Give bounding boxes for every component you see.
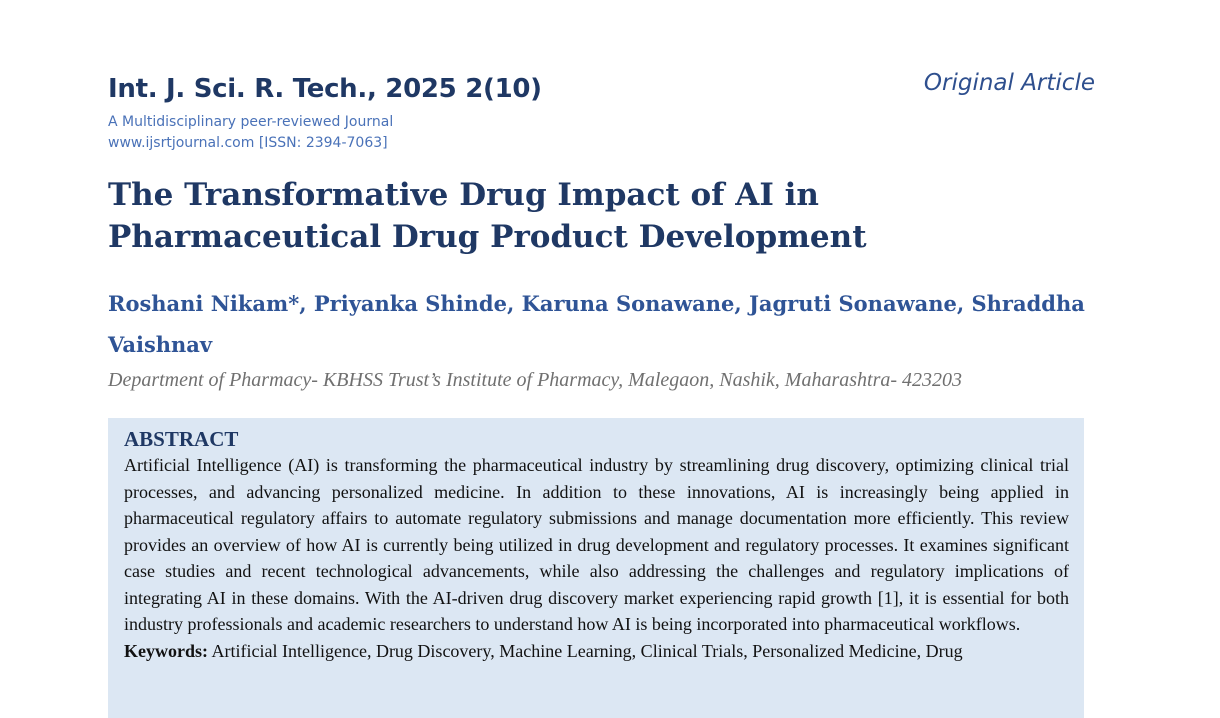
author-list: Roshani Nikam*, Priyanka Shinde, Karuna Sonawane, Jagruti Sonawane, Shraddha Vaishnav [108,291,1085,357]
affiliation: Department of Pharmacy- KBHSS Trust’s Institute of Pharmacy, Malegaon, Nashik, Maharashtra- 423203 [108,369,963,391]
journal-url-issn: www.ijsrtjournal.com [ISSN: 2394-7063] [108,135,388,151]
journal-description: A Multidisciplinary peer-reviewed Journal [108,114,394,130]
journal-name: Int. J. Sci. R. Tech., 2025 2(10) [108,74,542,104]
abstract-body: Artificial Intelligence (AI) is transforming the pharmaceutical industry by streamlining drug discovery, optimizing clinical trial processes, and advancing personalized medicine. In addition to these innovations, AI is increasingly being applied in pharmaceutical regulatory affairs to automate regulatory submissions and manage documentation more efficiently. This review provides an overview of how AI is currently being utilized in drug development and regulatory processes. It examines significant case studies and recent technological advancements, while also addressing the challenges and regulatory implications of integrating AI in these domains. With the AI-driven drug discovery market experiencing rapid growth [1], it is essential for both industry professionals and academic researchers to understand how AI is being incorporated into pharmaceutical workflows. [124,455,1069,634]
keywords-label: Keywords: [124,640,208,661]
abstract-heading: ABSTRACT [124,427,239,451]
keywords-line [124,638,1069,665]
article-type: Original Article [923,70,1095,96]
abstract-box [108,418,1084,718]
keywords-text: Artificial Intelligence, Drug Discovery, Machine Learning, Clinical Trials, Personalized Medicine, Drug [211,640,963,661]
paper-title: The Transformative Drug Impact of AI in Pharmaceutical Drug Product Development [108,177,867,255]
